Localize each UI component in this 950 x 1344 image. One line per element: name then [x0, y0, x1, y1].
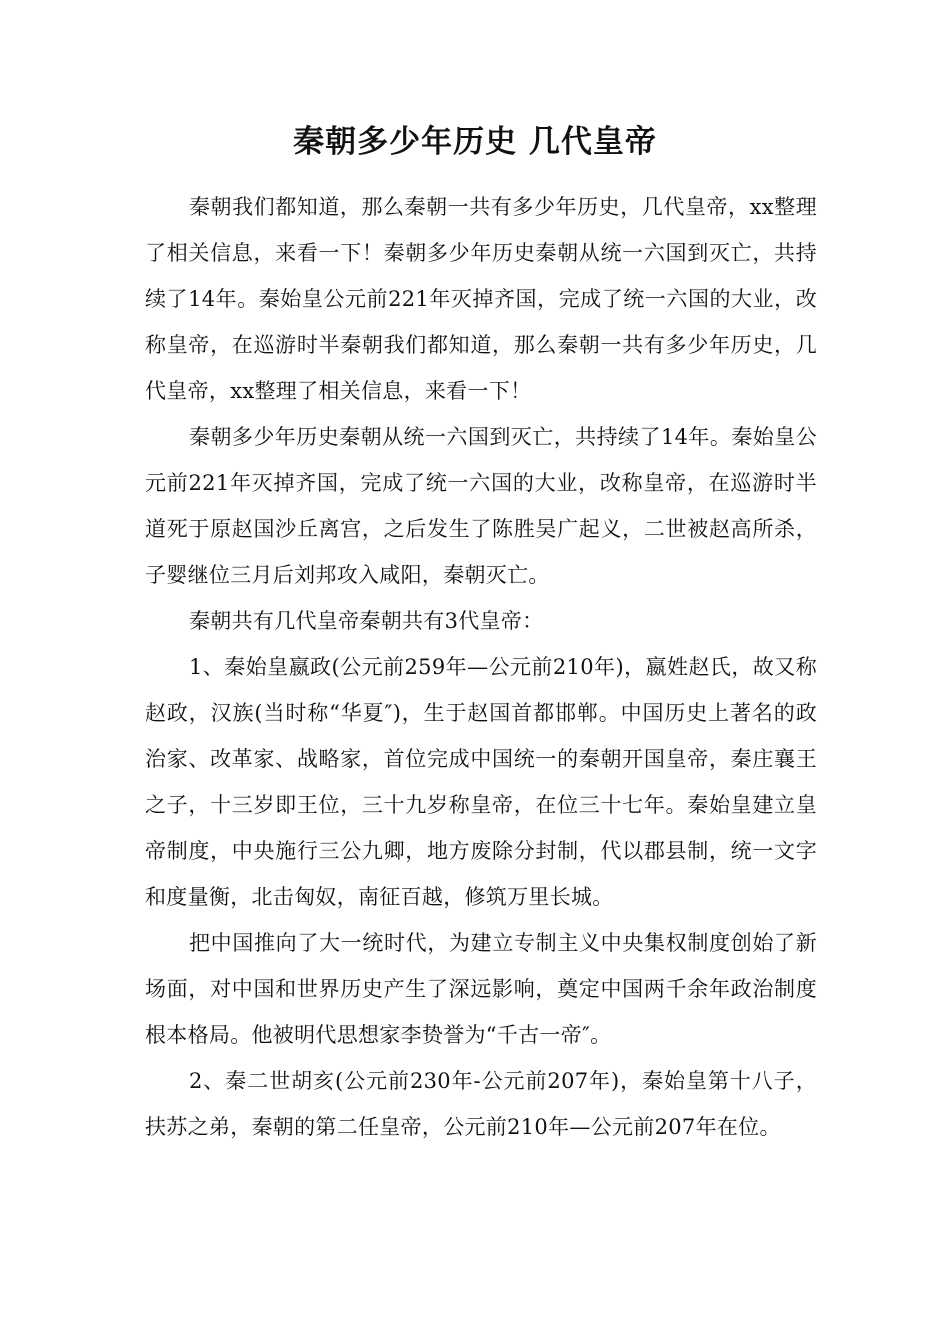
paragraph-emperor-count: 秦朝共有几代皇帝秦朝共有3代皇帝： — [189, 609, 544, 633]
document-title: 秦朝多少年历史 几代皇帝 — [293, 124, 657, 160]
paragraph-unification-legacy: 把中国推向了大一统时代，为建立专制主义中央集权制度创始了新场面，对中国和世界历史产生了深远影响，奠定中国两千余年政治制度根本格局。他被明代思想家李贽誉为“千古一帝″。 — [145, 931, 817, 1047]
paragraph-qin-er-shi: 2、秦二世胡亥(公元前230年-公元前207年)，秦始皇第十八子，扶苏之弟，秦朝的第二任皇帝，公元前210年—公元前207年在位。 — [145, 1069, 817, 1139]
document-body — [145, 184, 817, 1150]
paragraph-duration: 秦朝多少年历史秦朝从统一六国到灭亡，共持续了14年。秦始皇公元前221年灭掉齐国，完成了统一六国的大业，改称皇帝，在巡游时半道死于原赵国沙丘离宫，之后发生了陈胜吴广起义，二世被赵高所杀，子婴继位三月后刘邦攻入咸阳，秦朝灭亡。 — [145, 425, 817, 587]
paragraph-intro: 秦朝我们都知道，那么秦朝一共有多少年历史，几代皇帝，xx整理了相关信息，来看一下！秦朝多少年历史秦朝从统一六国到灭亡，共持续了14年。秦始皇公元前221年灭掉齐国，完成了统一六国的大业，改称皇帝，在巡游时半秦朝我们都知道，那么秦朝一共有多少年历史，几代皇帝，xx整理了相关信息，来看一下！ — [145, 195, 817, 403]
paragraph-qin-shi-huang: 1、秦始皇嬴政(公元前259年—公元前210年)，嬴姓赵氏，故又称赵政，汉族(当时称“华夏″)，生于赵国首都邯郸。中国历史上著名的政治家、改革家、战略家，首位完成中国统一的秦朝开国皇帝，秦庄襄王之子，十三岁即王位，三十九岁称皇帝，在位三十七年。秦始皇建立皇帝制度，中央施行三公九卿，地方废除分封制，代以郡县制，统一文字和度量衡，北击匈奴，南征百越，修筑万里长城。 — [145, 655, 817, 909]
